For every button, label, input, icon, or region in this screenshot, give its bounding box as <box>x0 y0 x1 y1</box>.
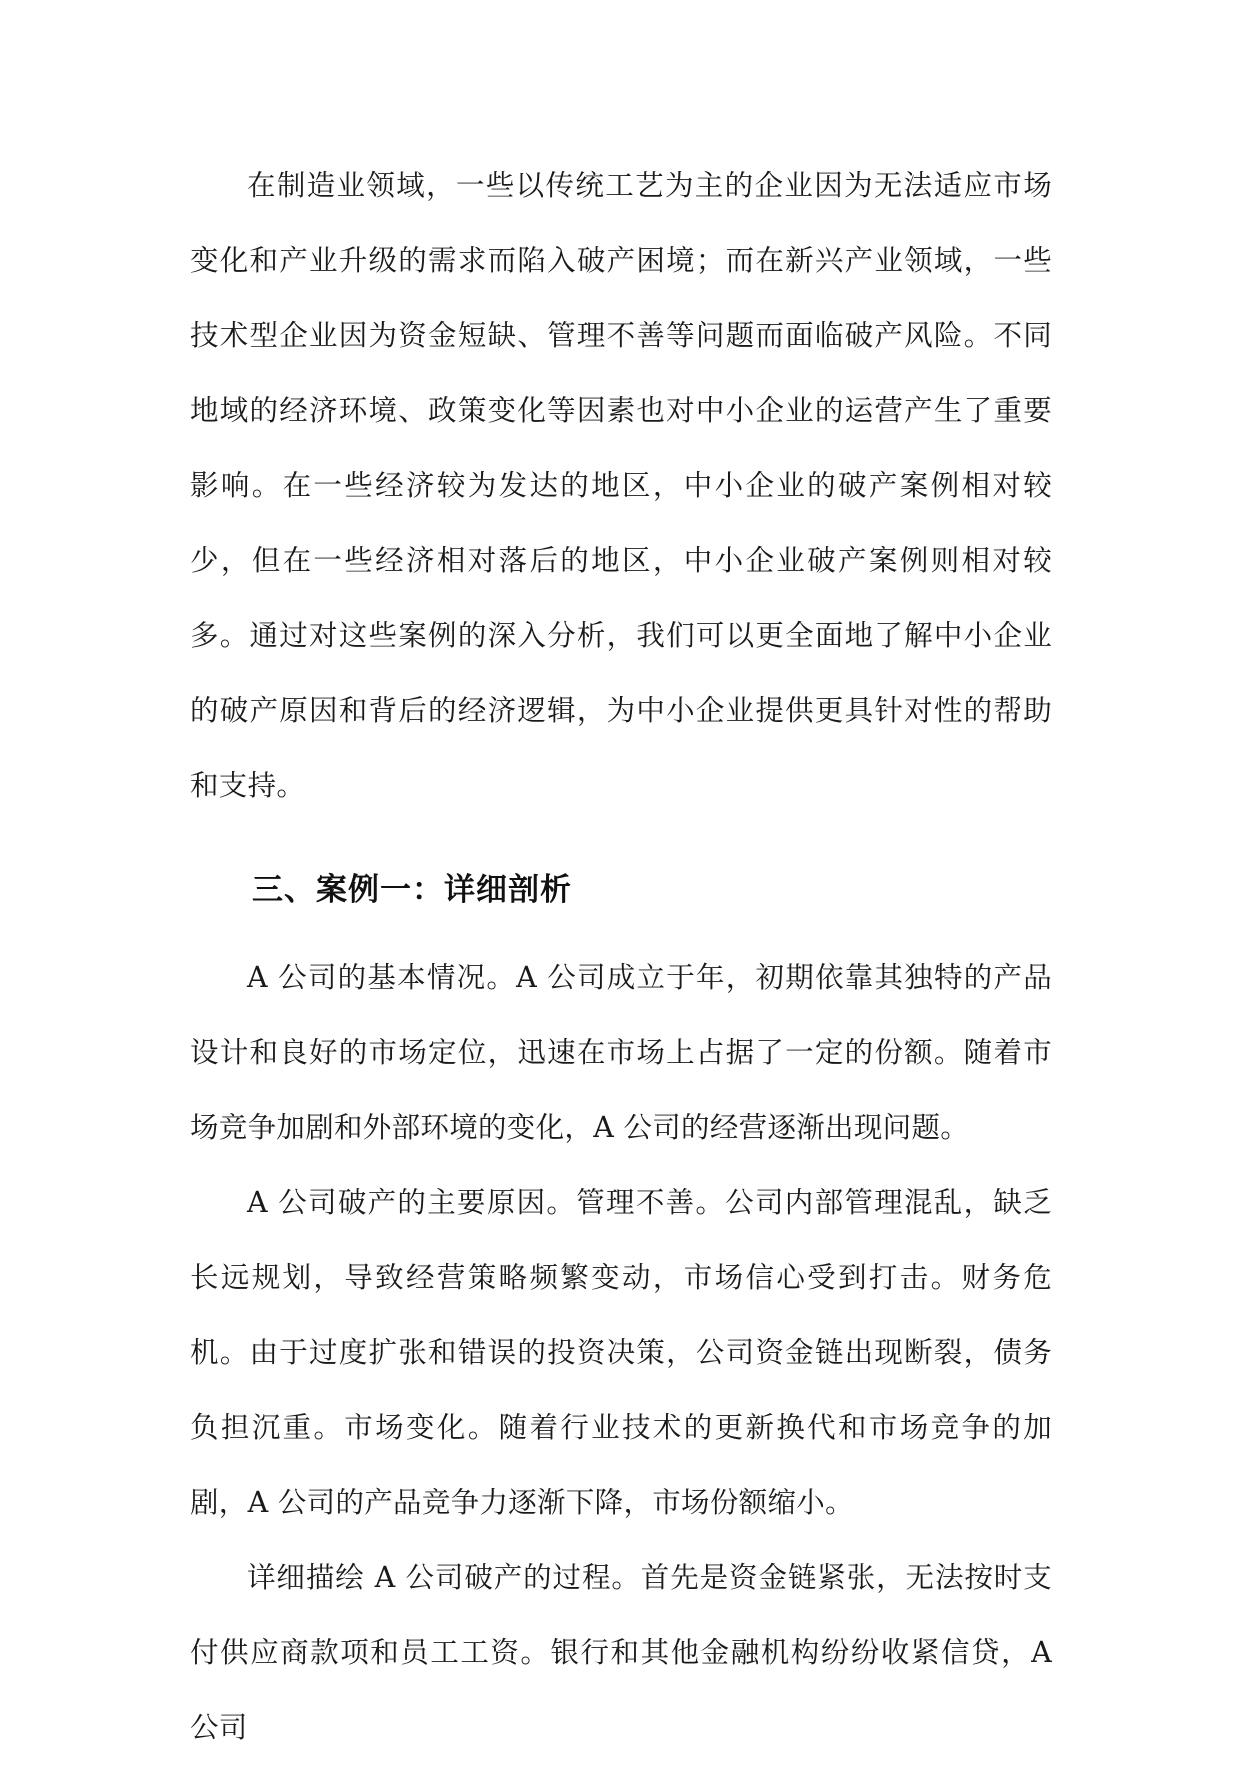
paragraph-industry-cases: 在制造业领域，一些以传统工艺为主的企业因为无法适应市场变化和产业升级的需求而陷入破产困境；而在新兴产业领域，一些技术型企业因为资金短缺、管理不善等问题而面临破产风险。不同地域的经济环境、政策变化等因素也对中小企业的运营产生了重要影响。在一些经济较为发达的地区，中小企业的破产案例相对较少，但在一些经济相对落后的地区，中小企业破产案例则相对较多。通过对这些案例的深入分析，我们可以更全面地了解中小企业的破产原因和背后的经济逻辑，为中小企业提供更具针对性的帮助和支持。 <box>190 169 1052 802</box>
paragraph-bankruptcy-process: 详细描绘 A 公司破产的过程。首先是资金链紧张，无法按时支付供应商款项和员工工资。银行和其他金融机构纷纷收紧信贷，A 公司 <box>190 1561 1052 1744</box>
section-heading: 三、案例一：详细剖析 <box>252 872 572 908</box>
document-body <box>190 148 1052 1765</box>
paragraph-company-overview: A 公司的基本情况。A 公司成立于年，初期依靠其独特的产品设计和良好的市场定位，迅速在市场上占据了一定的份额。随着市场竞争加剧和外部环境的变化，A 公司的经营逐渐出现问题。 <box>190 961 1052 1144</box>
paragraph-bankruptcy-causes: A 公司破产的主要原因。管理不善。公司内部管理混乱，缺乏长远规划，导致经营策略频繁变动，市场信心受到打击。财务危机。由于过度扩张和错误的投资决策，公司资金链出现断裂，债务负担沉重。市场变化。随着行业技术的更新换代和市场竞争的加剧，A 公司的产品竞争力逐渐下降，市场份额缩小。 <box>190 1186 1052 1519</box>
